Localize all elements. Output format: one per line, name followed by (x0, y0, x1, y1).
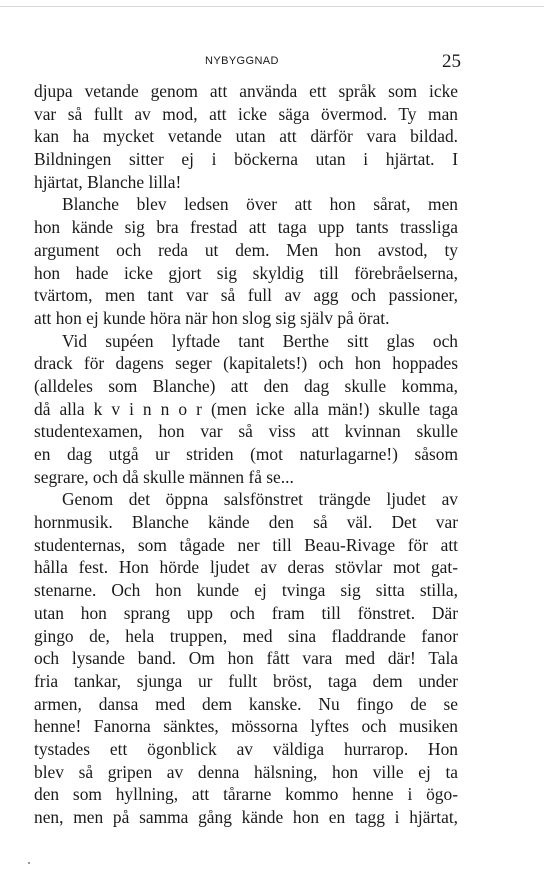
text-line: hornmusik. Blanche kände den så väl. Det var (34, 512, 458, 533)
text-line: Vid supéen lyftade tant Berthe sitt glas och (62, 330, 458, 351)
page-header (0, 51, 544, 73)
running-head: NYBYGGNAD (205, 55, 279, 67)
text-line: fria tankar, sjunga ur fullt bröst, taga dem under (34, 670, 458, 691)
body-text (34, 80, 458, 829)
text-line: Bildningen sitter ej i böckerna utan i hjärtat. I (34, 149, 458, 170)
text-line: stenarne. Och hon kunde ej tvinga sig sitta stilla, (34, 580, 458, 601)
page-edge-rule (0, 6, 544, 7)
text-line: kan ha mycket vetande utan att därför vara bildad. (34, 126, 458, 147)
margin-speck (28, 862, 30, 864)
text-line: och lysande band. Om hon fått vara med där! Tala (34, 648, 458, 669)
text-line: hjärtat, Blanche lilla! (34, 171, 182, 192)
text-line: nen, men på samma gång kände hon en tagg i hjärtat, (34, 807, 458, 827)
text-line: studenternas, som tågade ner till Beau-Rivage för att (34, 534, 458, 555)
text-line: hon kände sig bra frestad att taga upp tants trassliga (34, 217, 458, 238)
text-line: utan hon sprang upp och fram till fönstret. Där (34, 602, 458, 623)
text-line: hålla fest. Hon hörde ljudet av deras stövlar mot gat- (34, 557, 458, 578)
text-line: segrare, och då skulle männen få se... (34, 466, 294, 487)
text-line: Blanche blev ledsen över att hon sårat, men (62, 194, 458, 215)
text-line: (alldeles som Blanche) att den dag skulle komma, (34, 375, 458, 396)
text-line: drack för dagens seger (kapitalets!) och hon hoppades (34, 353, 458, 374)
text-line: armen, dansa med dem kanske. Nu fingo de se (34, 693, 458, 714)
text-line: gingo de, hela truppen, med sina fladdrande fanor (34, 625, 458, 646)
text-line: den som hyllning, att tårarne kommo henne i ögo- (34, 784, 458, 805)
text-line: Genom det öppna salsfönstret trängde ljudet av (62, 489, 458, 510)
text-line: att hon ej kunde höra när hon slog sig själv på örat. (34, 307, 390, 328)
text-line: var så fullt av mod, att icke säga övermod. Ty man (34, 103, 458, 124)
text-line: tystades ett ögonblick av väldiga hurrarop. Hon (34, 738, 458, 759)
text-line: blev så gripen av denna hälsning, hon ville ej ta (34, 761, 458, 782)
text-line: henne! Fanorna sänktes, mössorna lyftes och musiken (34, 716, 458, 737)
text-line: då alla k v i n n o r (men icke alla män!) skulle taga (34, 398, 458, 419)
text-line: en dag utgå ur striden (mot naturlagarne!) såsom (34, 444, 458, 464)
text-line: djupa vetande genom att använda ett språk som icke (34, 81, 458, 101)
text-line: hon hade icke gjort sig skyldig till förebråelserna, (34, 262, 458, 283)
text-line: tvärtom, men tant var så full av agg och passioner, (34, 285, 458, 306)
text-line: studentexamen, hon var så viss att kvinnan skulle (34, 421, 458, 442)
text-line: argument och reda ut dem. Men hon avstod, ty (34, 239, 458, 260)
page-number: 25 (442, 51, 461, 72)
